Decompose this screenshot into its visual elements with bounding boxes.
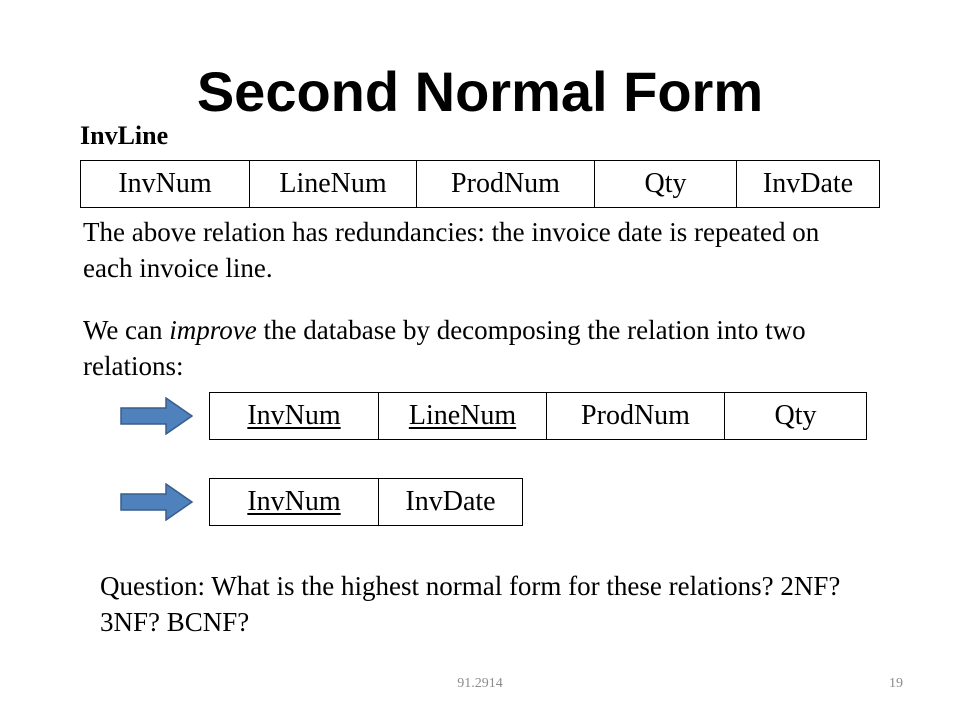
invline-decomposed-table xyxy=(209,392,867,440)
page-number: 19 xyxy=(889,676,903,691)
invline-col-invdate: InvDate xyxy=(736,161,879,207)
line-col-invnum-key: InvNum xyxy=(247,400,341,431)
decomposition-emphasis: improve xyxy=(169,315,257,345)
decomposition-paragraph xyxy=(83,312,863,384)
decomposition-text-before: We can xyxy=(83,315,170,345)
slide-title: Second Normal Form xyxy=(196,60,764,123)
invoice-col-invnum-key: InvNum xyxy=(247,486,341,517)
invline-col-linenum: LineNum xyxy=(249,161,416,207)
invline-col-invnum: InvNum xyxy=(118,168,212,199)
decomposition-text-after: the database by decomposing the relation into two relations: xyxy=(83,315,806,381)
invline-col-qty: Qty xyxy=(594,161,736,207)
invoice-decomposed-table xyxy=(209,478,523,526)
invline-col-prodnum: ProdNum xyxy=(416,161,594,207)
relation-name: InvLine xyxy=(80,121,169,150)
line-col-linenum-key: LineNum xyxy=(378,393,546,439)
redundancy-paragraph: The above relation has redundancies: the invoice date is repeated on each invoice line. xyxy=(83,217,820,283)
right-arrow-icon xyxy=(120,397,194,435)
question-paragraph: Question: What is the highest normal form for these relations? 2NF? 3NF? BCNF? xyxy=(100,571,841,637)
footer-course-code: 91.2914 xyxy=(457,676,503,691)
line-col-prodnum: ProdNum xyxy=(546,393,724,439)
invline-relation-table xyxy=(80,160,880,208)
invoice-col-invdate: InvDate xyxy=(378,479,522,525)
right-arrow-icon xyxy=(120,483,194,521)
line-col-qty: Qty xyxy=(724,393,866,439)
